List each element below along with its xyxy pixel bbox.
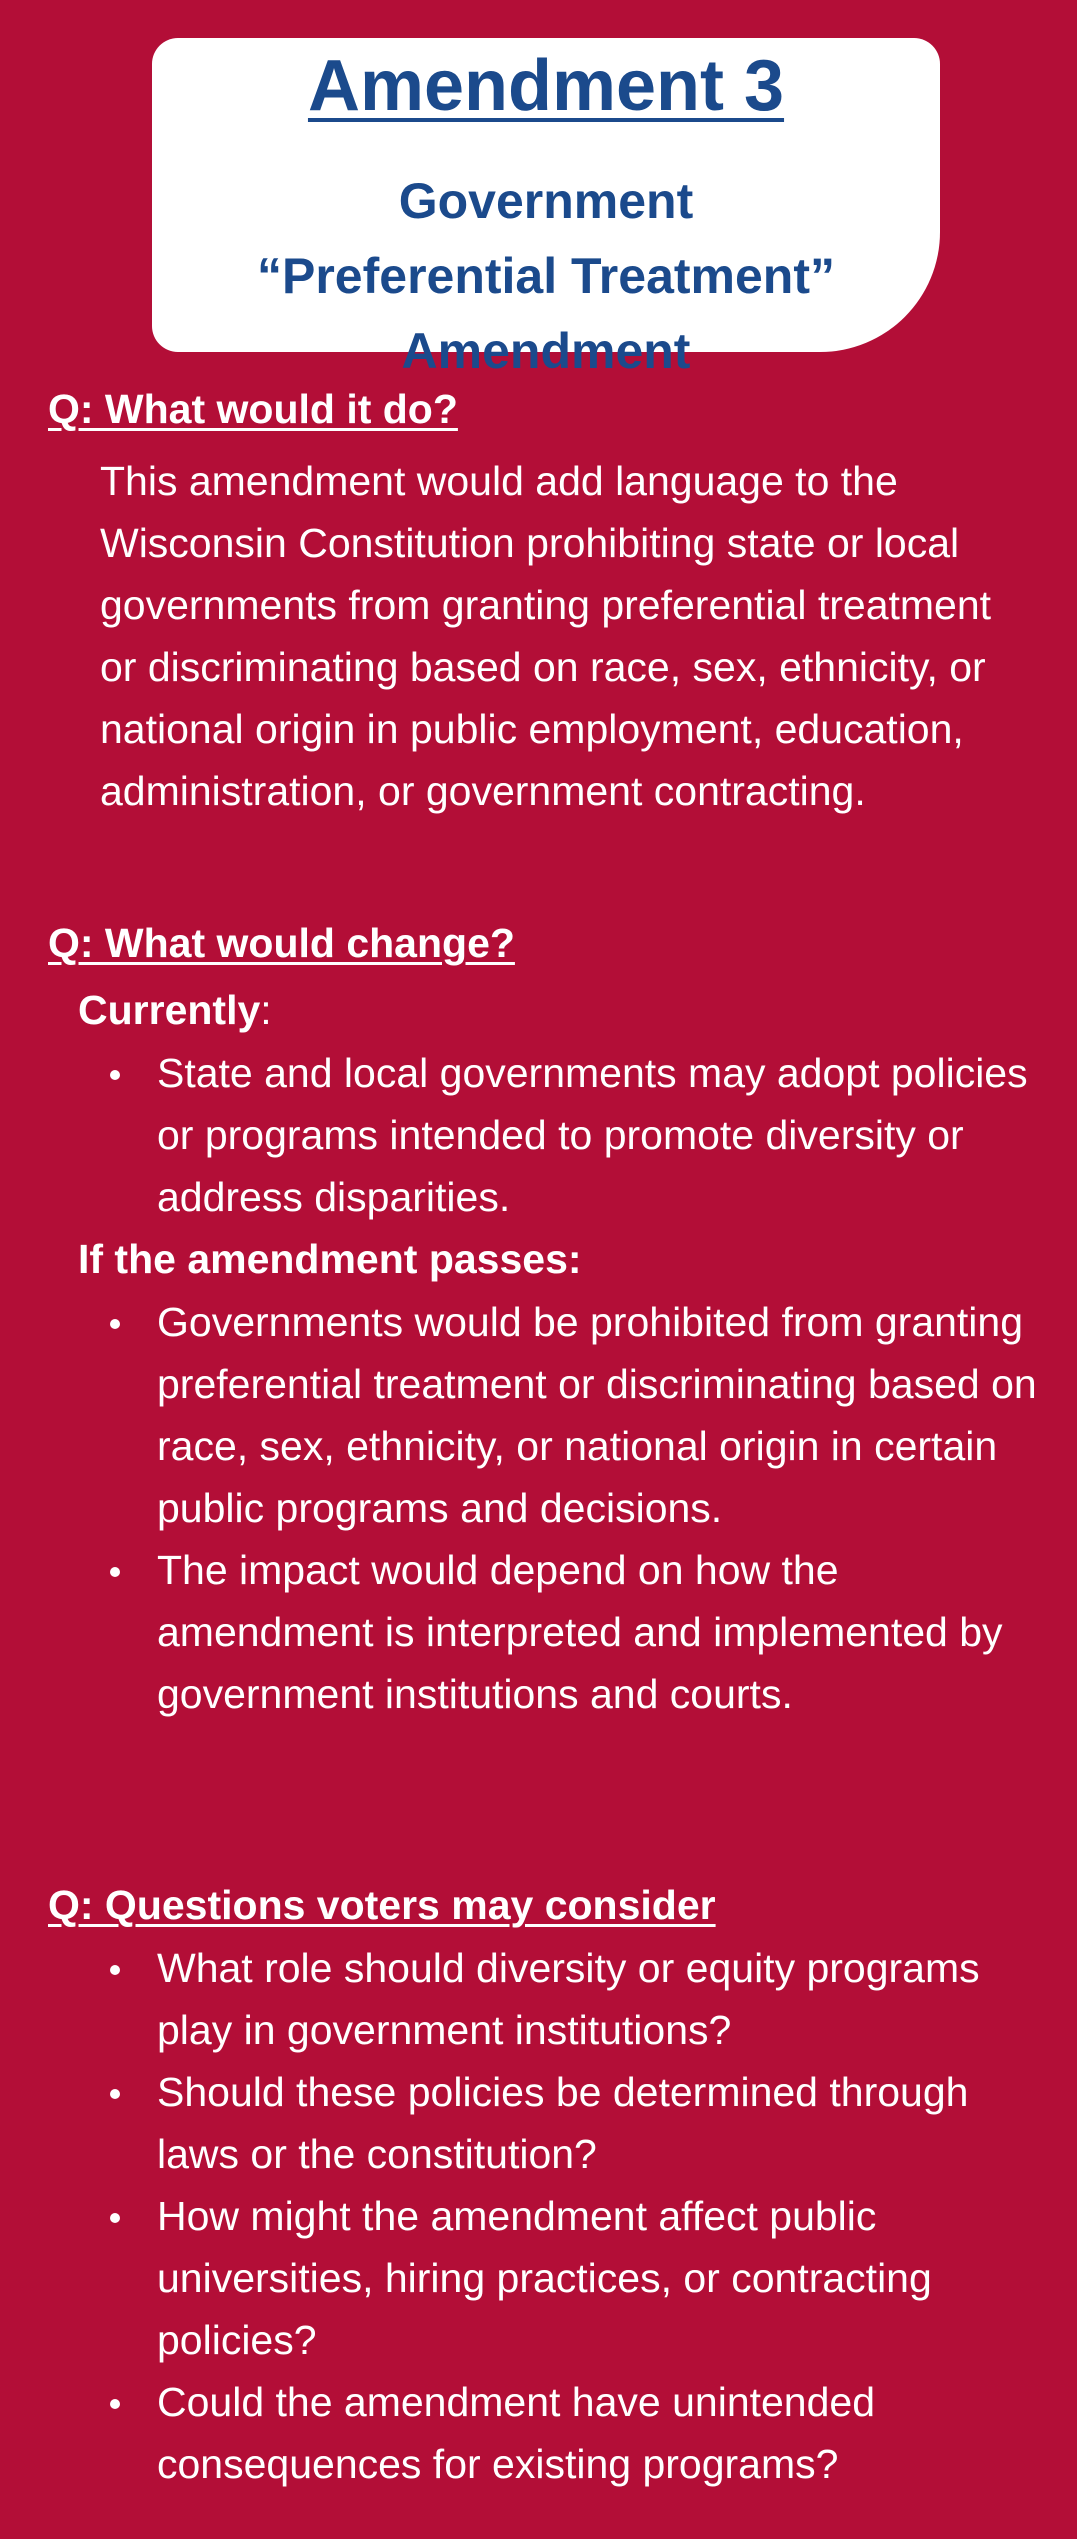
list-item-text: Should these policies be determined through laws or the constitution?: [157, 2069, 969, 2177]
list-item: [0, 2371, 1077, 2495]
list-item: [0, 1291, 1077, 1539]
bullet-icon: [110, 2399, 120, 2409]
list-item: [0, 1539, 1077, 1725]
list-item: [0, 1937, 1077, 2061]
section-what-would-it-do-body: This amendment would add language to the Wisconsin Constitution prohibiting state or local governments from granting preferential treatment or discriminating based on race, sex, ethnicity, or national origin in public employment, education, administration, or government contracting.: [100, 458, 992, 814]
title-card: [152, 38, 940, 379]
bullet-icon: [110, 1070, 120, 1080]
list-item-text: State and local governments may adopt policies or programs intended to promote diversity or address disparities.: [157, 1050, 1028, 1220]
bullet-icon: [110, 1319, 120, 1329]
currently-label: [78, 985, 272, 1035]
list-item: [0, 2061, 1077, 2185]
list-item: [0, 1042, 1077, 1228]
if-passes-label: If the amendment passes:: [78, 1236, 582, 1282]
currently-list: [0, 1042, 1077, 1228]
bullet-icon: [110, 2213, 120, 2223]
bullet-icon: [110, 2089, 120, 2099]
currently-label-colon: :: [260, 987, 272, 1033]
list-item-text: How might the amendment affect public universities, hiring practices, or contracting policies?: [157, 2193, 932, 2363]
section-what-would-it-do-heading: Q: What would it do?: [48, 386, 458, 432]
currently-label-text: Currently: [78, 987, 261, 1033]
list-item-text: Governments would be prohibited from granting preferential treatment or discriminating based on race, sex, ethnicity, or national origin in certain public programs and decisions.: [157, 1299, 1037, 1531]
section-questions-heading: Q: Questions voters may consider: [48, 1882, 716, 1928]
if-passes-list: [0, 1291, 1077, 1725]
subtitle-line-3: Amendment: [401, 323, 691, 379]
page-title: Amendment 3: [307, 46, 785, 126]
subtitle-line-2: “Preferential Treatment”: [257, 248, 835, 304]
list-item-text: Could the amendment have unintended consequences for existing programs?: [157, 2379, 876, 2487]
list-item-text: The impact would depend on how the amendment is interpreted and implemented by government institutions and courts.: [157, 1547, 1003, 1717]
bullet-icon: [110, 1965, 120, 1975]
page-subtitle: [152, 164, 940, 389]
section-what-would-change-heading: Q: What would change?: [48, 920, 515, 966]
subtitle-line-1: Government: [398, 173, 694, 229]
list-item-text: What role should diversity or equity programs play in government institutions?: [157, 1945, 980, 2053]
bullet-icon: [110, 1567, 120, 1577]
list-item: [0, 2185, 1077, 2371]
questions-list: [0, 1937, 1077, 2495]
